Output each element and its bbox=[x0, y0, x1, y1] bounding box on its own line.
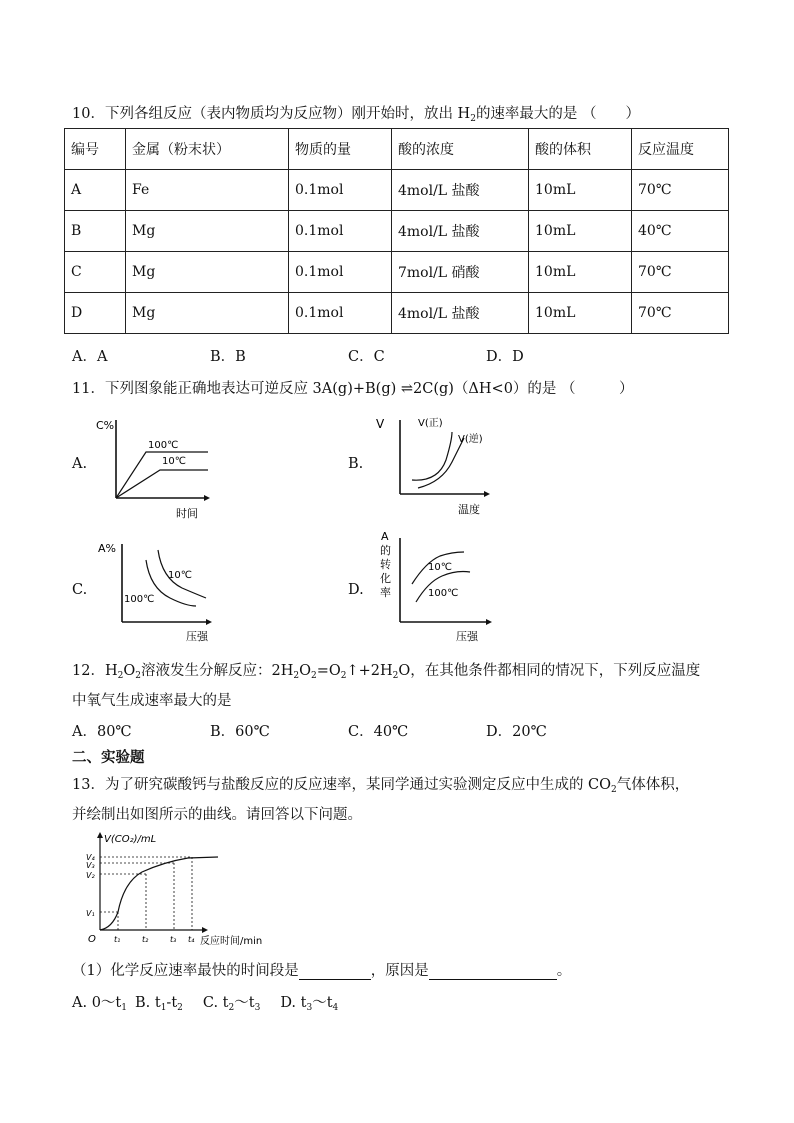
q10-stem: 10．下列各组反应（表内物质均为反应物）刚开始时，放出 $H_2$的速率最大的是 （ ） bbox=[72, 106, 641, 124]
curve-label-2: V(逆) bbox=[458, 434, 483, 445]
table-cell: D bbox=[65, 293, 126, 334]
q13-figure bbox=[84, 832, 274, 954]
table-cell: 0.1mol bbox=[289, 170, 392, 211]
table-cell: 0.1mol bbox=[289, 211, 392, 252]
volume-curve bbox=[100, 857, 218, 930]
q11-figure-c bbox=[100, 538, 220, 650]
option-d[interactable]: D．D bbox=[486, 349, 524, 365]
table-cell: 10mL bbox=[529, 211, 632, 252]
answer-blank-1[interactable] bbox=[299, 963, 371, 980]
curve-label-2: 100℃ bbox=[428, 588, 459, 599]
option-b[interactable]: B．B bbox=[210, 349, 246, 365]
q13-stem-line1: 13．为了研究碳酸钙与盐酸反应的反应速率，某同学通过实验测定反应中生成的 $CO_2$气体体积， bbox=[72, 777, 690, 795]
option-a[interactable]: A．A bbox=[72, 349, 108, 365]
y-axis-label: C% bbox=[96, 419, 115, 432]
curve-v-reverse bbox=[418, 438, 464, 488]
q12-stem-line1: 12．$H_2O_2$溶液发生分解反应：$2H_2O_2=O_2↑+2H_2O$，在其他条件都相同的情况下，下列反应温度 bbox=[72, 663, 701, 681]
table-cell: Mg bbox=[126, 252, 289, 293]
option-b[interactable]: B．60℃ bbox=[210, 724, 270, 740]
y-axis-arrow bbox=[97, 832, 103, 838]
q11-figure-d bbox=[372, 530, 497, 649]
option-a[interactable]: A．80℃ bbox=[72, 724, 132, 740]
table-row bbox=[65, 211, 729, 252]
x-axis-label: 压强 bbox=[456, 630, 478, 643]
table-header-cell: 编号 bbox=[65, 129, 126, 170]
table-header-cell: 金属（粉末状） bbox=[126, 129, 289, 170]
x-axis-arrow bbox=[204, 495, 210, 501]
y-axis-label-char: 率 bbox=[380, 586, 391, 599]
origin-label: O bbox=[88, 934, 96, 945]
table-cell: 0.1mol bbox=[289, 293, 392, 334]
q11-label-d: D. bbox=[348, 582, 364, 598]
table-row bbox=[65, 170, 729, 211]
table-header-cell: 物质的量 bbox=[289, 129, 392, 170]
q13-options bbox=[72, 991, 338, 1012]
section-heading: 二、实验题 bbox=[72, 750, 145, 766]
table-cell: Mg bbox=[126, 293, 289, 334]
table-header-cell: 反应温度 bbox=[632, 129, 729, 170]
table-header-row bbox=[65, 129, 729, 170]
y-axis-label-char: A bbox=[381, 530, 389, 543]
y-axis-label-char: 的 bbox=[380, 544, 391, 557]
x-tick-label: t₃ bbox=[170, 935, 177, 944]
curve-label-2: 10℃ bbox=[162, 456, 186, 467]
curve-label-1: 100℃ bbox=[148, 440, 179, 451]
q12-options bbox=[72, 720, 547, 741]
table-cell: Mg bbox=[126, 211, 289, 252]
table-cell: 70℃ bbox=[632, 252, 729, 293]
table-cell: 10mL bbox=[529, 252, 632, 293]
x-axis-arrow bbox=[484, 491, 490, 497]
table-cell: 0.1mol bbox=[289, 252, 392, 293]
curve-label-2: 100℃ bbox=[124, 594, 155, 605]
curve-label-1: 10℃ bbox=[428, 562, 452, 573]
y-tick-label: V₄ bbox=[86, 853, 95, 862]
curve-label-1: V(正) bbox=[418, 418, 443, 429]
y-axis-label-char: 化 bbox=[380, 572, 391, 585]
curve-v-forward bbox=[412, 432, 452, 480]
x-axis-label: 温度 bbox=[458, 503, 480, 516]
option-c[interactable]: C．40℃ bbox=[348, 724, 409, 740]
table-cell: 4mol/L 盐酸 bbox=[392, 293, 529, 334]
x-axis-label: 时间 bbox=[176, 507, 198, 520]
option-a[interactable]: A. 0～t1 bbox=[72, 995, 127, 1013]
table-cell: 40℃ bbox=[632, 211, 729, 252]
table-cell: 4mol/L 盐酸 bbox=[392, 170, 529, 211]
table-cell: 70℃ bbox=[632, 170, 729, 211]
y-tick-label: V₁ bbox=[86, 909, 95, 918]
y-axis-label-char: 转 bbox=[380, 558, 391, 571]
x-tick-label: t₁ bbox=[114, 935, 121, 944]
x-axis-label: 压强 bbox=[186, 630, 208, 643]
table-cell: 10mL bbox=[529, 170, 632, 211]
y-axis-label: V(CO₂)/mL bbox=[104, 834, 157, 845]
q10-table bbox=[64, 128, 729, 334]
x-tick-label: t₄ bbox=[188, 935, 195, 944]
table-row bbox=[65, 252, 729, 293]
q11-figure-a bbox=[96, 418, 220, 527]
curve-10c bbox=[116, 470, 208, 498]
y-tick-label: V₂ bbox=[86, 871, 95, 880]
table-cell: A bbox=[65, 170, 126, 211]
q11-label-c: C. bbox=[72, 582, 88, 598]
y-tick-label: V₃ bbox=[86, 861, 95, 870]
option-c[interactable]: C. t2～t3 bbox=[202, 995, 261, 1013]
q11-stem: 11．下列图象能正确地表达可逆反应 3A(g)+B(g) ⇌2C(g)（ΔH<0）的是 （ ） bbox=[72, 381, 634, 397]
table-cell: 4mol/L 盐酸 bbox=[392, 211, 529, 252]
y-axis-label: A% bbox=[98, 542, 116, 555]
table-cell: B bbox=[65, 211, 126, 252]
option-b[interactable]: B. t1-t2 bbox=[134, 995, 183, 1013]
q11-label-a: A. bbox=[72, 456, 88, 472]
q10-options bbox=[72, 345, 524, 366]
table-header-cell: 酸的体积 bbox=[529, 129, 632, 170]
option-c[interactable]: C．C bbox=[348, 349, 385, 365]
q11-figure-b bbox=[372, 410, 497, 524]
x-tick-label: t₂ bbox=[142, 935, 149, 944]
table-cell: 7mol/L 硝酸 bbox=[392, 252, 529, 293]
q13-subquestion-1: （1）化学反应速率最快的时间段是 ，原因是 。 bbox=[72, 963, 572, 979]
table-cell: Fe bbox=[126, 170, 289, 211]
q11-label-b: B. bbox=[348, 456, 364, 472]
x-axis-arrow bbox=[486, 619, 492, 625]
x-axis-arrow bbox=[202, 927, 208, 933]
table-cell: 70℃ bbox=[632, 293, 729, 334]
x-axis-arrow bbox=[206, 619, 212, 625]
table-header-cell: 酸的浓度 bbox=[392, 129, 529, 170]
guide-lines bbox=[100, 857, 192, 930]
answer-blank-2[interactable] bbox=[429, 963, 557, 980]
q13-stem-line2: 并绘制出如图所示的曲线。请回答以下问题。 bbox=[72, 807, 362, 823]
table-row bbox=[65, 293, 729, 334]
table-cell: C bbox=[65, 252, 126, 293]
option-d[interactable]: D．20℃ bbox=[486, 724, 547, 740]
table-cell: 10mL bbox=[529, 293, 632, 334]
curve-label-1: 10℃ bbox=[168, 570, 192, 581]
y-axis-label: V bbox=[376, 417, 385, 431]
q12-stem-line2: 中氧气生成速率最大的是 bbox=[72, 693, 232, 709]
option-d[interactable]: D. t3～t4 bbox=[280, 995, 339, 1013]
x-axis-label: 反应时间/min bbox=[200, 936, 263, 947]
